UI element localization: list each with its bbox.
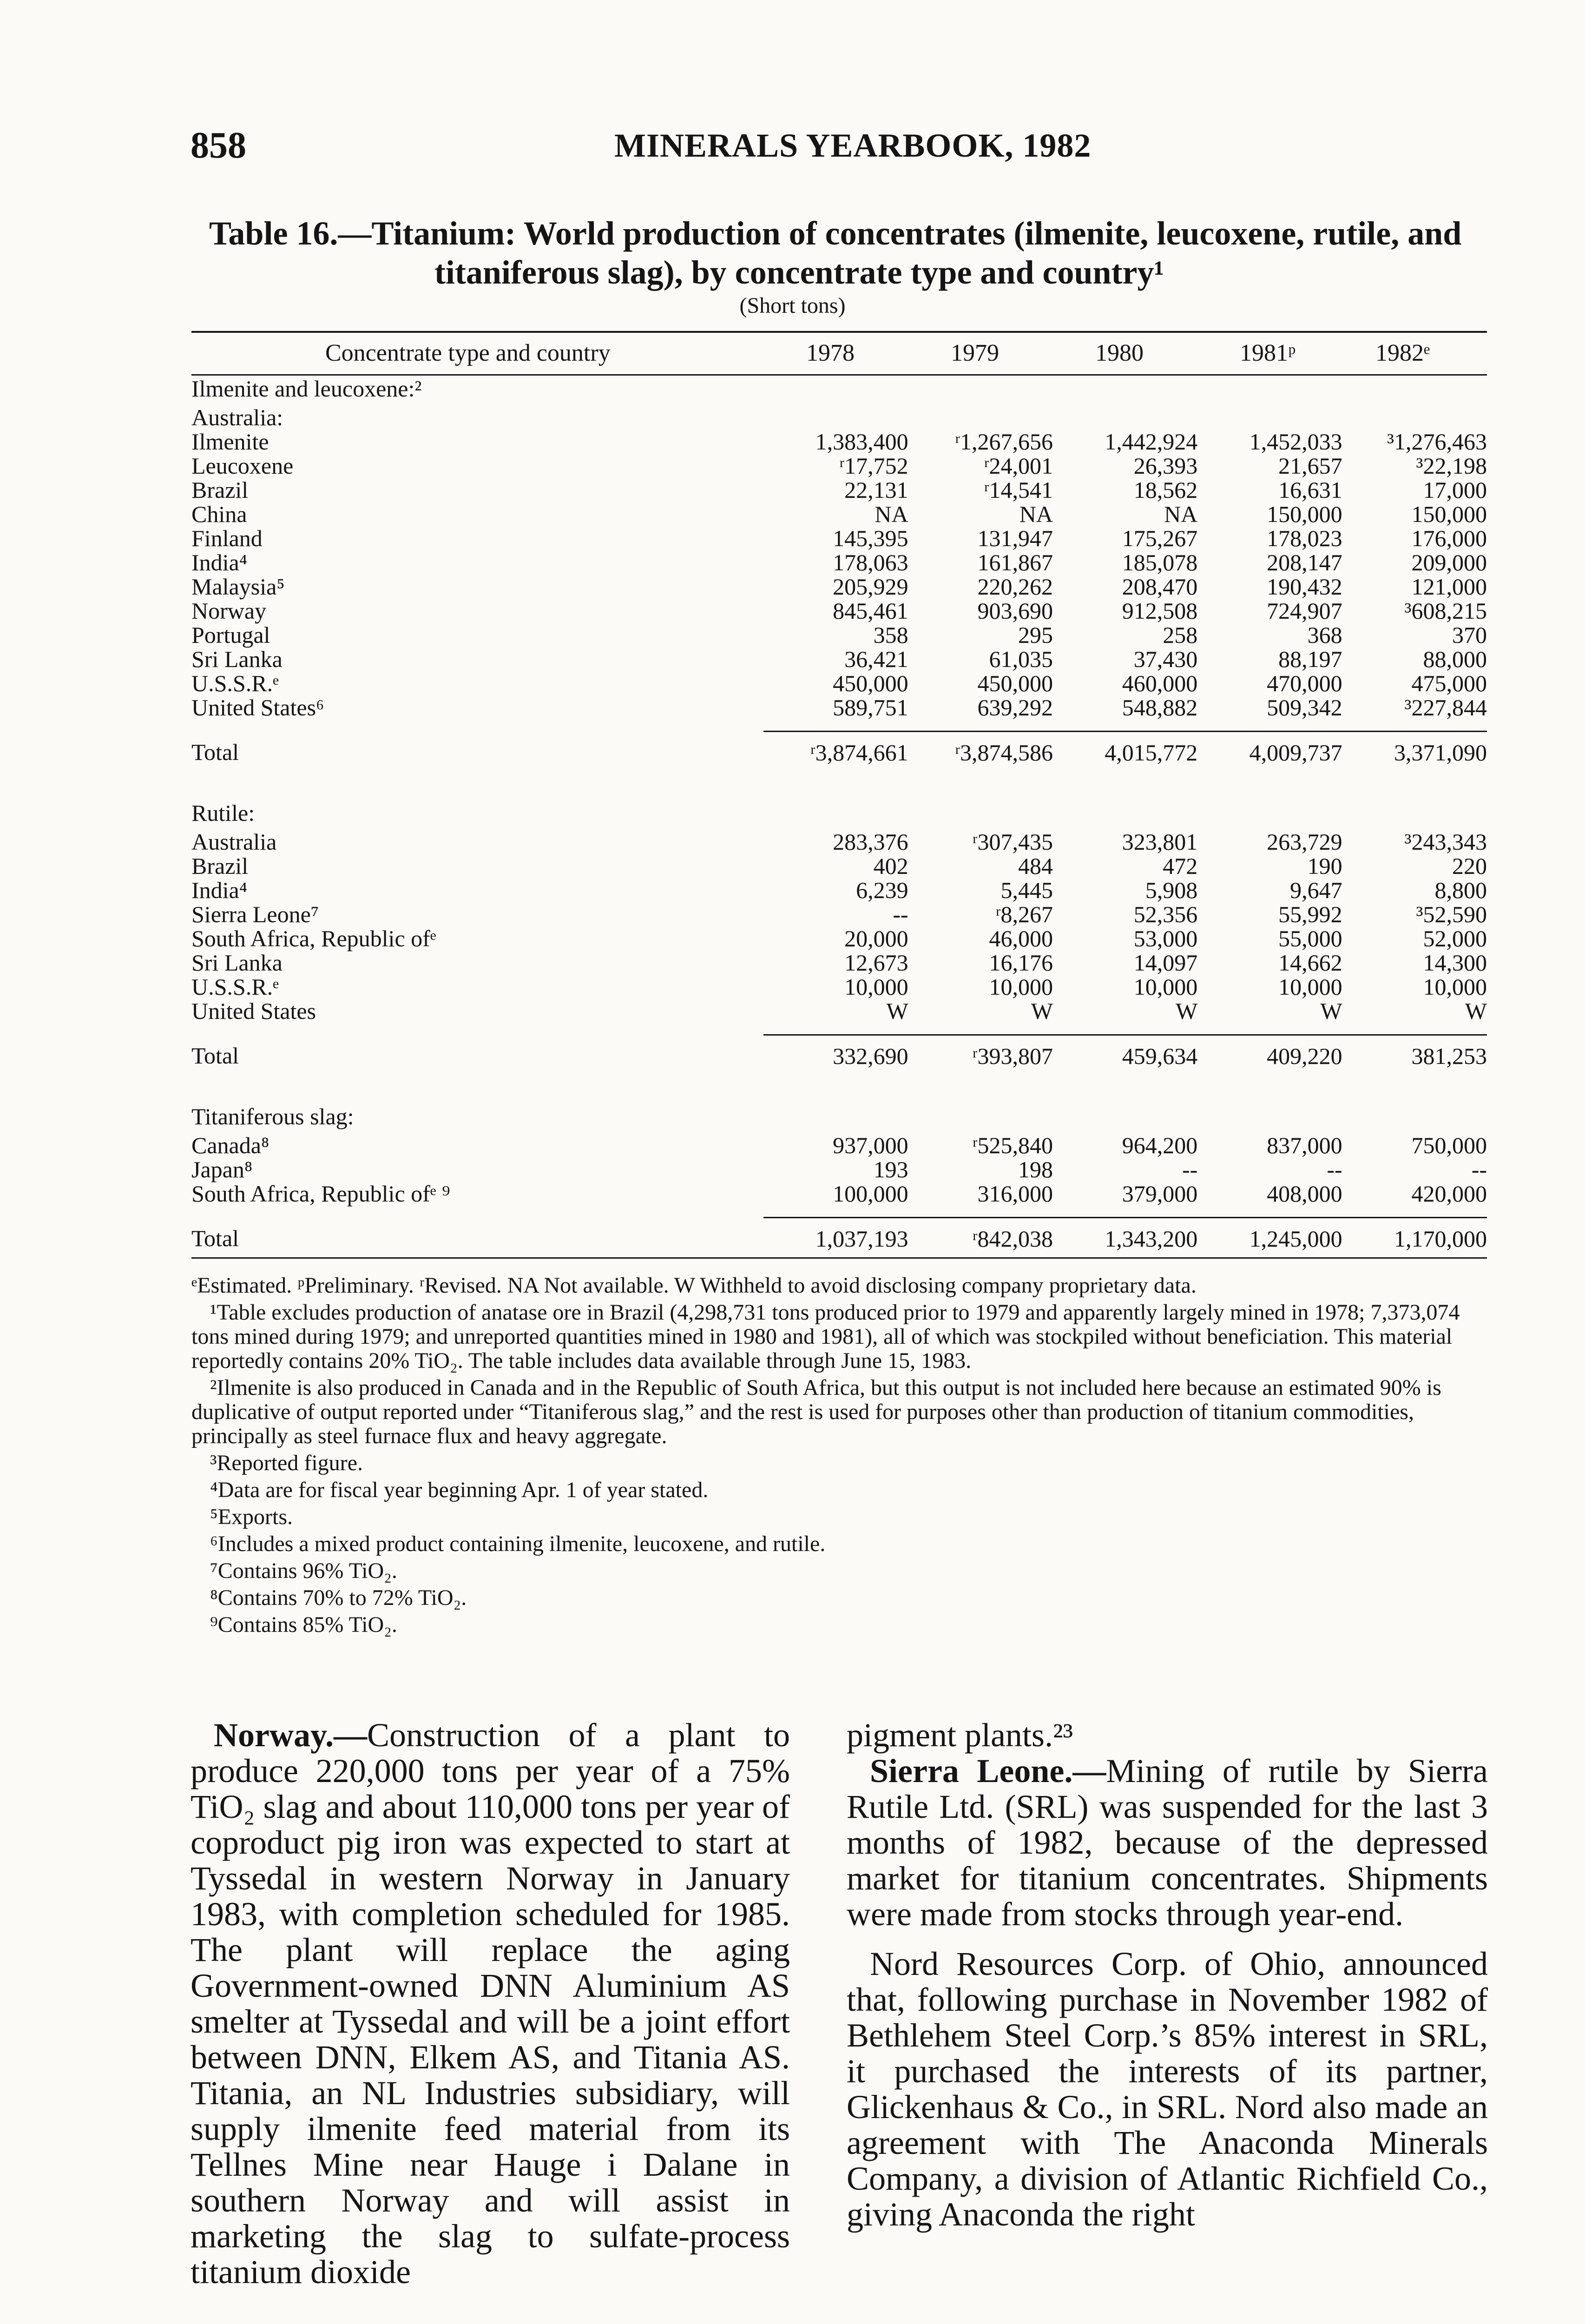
table-row [191,1182,1487,1206]
table-row [191,550,1487,574]
table-row [191,854,1487,878]
row-label: Brazil [191,853,249,879]
cell-1982: 370 [1452,622,1487,648]
total-cell-1982: 1,170,000 [1394,1226,1487,1252]
cell-1982: 176,000 [1411,525,1487,551]
row-label: South Africa, Republic ofᵉ [191,925,436,951]
norway-paragraph: Construction of a plant to produce 220,000 tons per year of a 75% TiO₂ slag and about 110,000 tons per year of coproduct pig iron was expected to start at Tyssedal in western Norway in January 1983, with completion scheduled for 1985. The plant will replace the aging Government-owned DNN Aluminium AS smelter at Tyssedal and will be a joint effort between DNN, Elkem AS, and Titania AS. Titania, an NL Industries subsidiary, will supply ilmenite feed material from its Tellnes Mine near Hauge i Dalane in southern Norway and will assist in marketing the slag to sulfate-process titanium dioxide [191,1717,790,2291]
cell-1982: ³608,215 [1404,598,1487,624]
total-rule-row [191,1206,1487,1218]
total-cell-1980: 459,634 [1122,1043,1198,1069]
cell-1982: 475,000 [1411,670,1487,696]
table-row [191,623,1487,647]
cell-1979: 450,000 [977,670,1053,696]
column-header-1978: 1978 [806,340,855,366]
cell-1980: 175,267 [1122,525,1198,551]
cell-1979: ʳ14,541 [984,477,1053,503]
cell-1979: 46,000 [989,925,1053,951]
footnote: ⁷Contains 96% TiO₂. [210,1558,397,1583]
cell-1981: 408,000 [1267,1181,1342,1207]
cell-1981: 55,992 [1278,901,1342,927]
cell-1980: 208,470 [1122,574,1198,600]
row-label: U.S.S.R.ᵉ [191,670,279,696]
cell-1980: 185,078 [1122,549,1198,575]
table-row [191,951,1487,975]
section-end-rule-row [191,1075,1487,1086]
row-label: Leucoxene [191,453,294,479]
cell-1981: 724,907 [1267,598,1342,624]
cell-1980: 460,000 [1122,670,1198,696]
row-label: Sri Lanka [191,646,283,672]
cell-1979: 316,000 [977,1181,1053,1207]
section-gap [191,782,1487,801]
row-label: India⁴ [191,877,248,903]
section-heading: Rutile: [191,800,255,826]
cell-1981: 190 [1307,853,1342,879]
cell-1981: 21,657 [1278,453,1342,479]
cell-1981: 150,000 [1267,501,1342,527]
cell-1980: 10,000 [1133,974,1198,1000]
cell-1979: 10,000 [989,974,1053,1000]
total-row [191,1035,1487,1075]
row-label: Sierra Leone⁷ [191,901,319,927]
cell-1978: 145,395 [833,525,908,551]
cell-1978: 845,461 [833,598,908,624]
cell-1978: 937,000 [833,1132,908,1158]
cell-1982: ³227,844 [1404,694,1487,720]
cell-1980: 53,000 [1133,925,1198,951]
table-row [191,526,1487,550]
body-column-left [191,1717,790,2290]
cell-1982: 10,000 [1423,974,1487,1000]
table-row [191,454,1487,478]
cell-1979: ʳ24,001 [984,453,1053,479]
table-bottom-rule [191,1257,1487,1259]
cell-1980: 1,442,924 [1105,429,1198,455]
subsection-heading: Australia: [191,404,283,430]
cell-1978: 1,383,400 [815,429,908,455]
section-end-rule-row [191,1257,1487,1268]
table-title-line-2: titaniferous slag), by concentrate type and country¹ [434,254,1164,291]
footnote: ᵉEstimated. ᵖPreliminary. ʳRevised. NA Not available. W Withheld to avoid disclosing company proprietary data. [191,1273,1197,1298]
column-header-label: Concentrate type and country [325,340,611,366]
cell-1981: 208,147 [1267,549,1342,575]
cell-1978: 10,000 [844,974,908,1000]
row-label: China [191,501,247,527]
column-header-1981: 1981ᵖ [1240,340,1296,366]
cell-1982: 88,000 [1423,646,1487,672]
cell-1979: ʳ307,435 [972,829,1053,855]
table-row [191,478,1487,502]
cell-1979: 220,262 [977,574,1053,600]
cell-1978: NA [875,501,908,527]
cell-1981: 837,000 [1267,1132,1342,1158]
cell-1980: W [1176,998,1198,1024]
total-cell-1979: ʳ393,807 [972,1043,1053,1069]
cell-1980: 323,801 [1122,829,1198,855]
cell-1980: 5,908 [1145,877,1198,903]
cell-1980: 37,430 [1133,646,1198,672]
footnote: ⁸Contains 70% to 72% TiO₂. [210,1585,467,1610]
footnotes [191,1274,1488,1640]
cell-1981: 263,729 [1267,829,1342,855]
table-top-rule [191,331,1487,333]
cell-1978: 36,421 [844,646,908,672]
footnote: ²Ilmenite is also produced in Canada and in the Republic of South Africa, but this output is not included here because an estimated 90% is duplicative of output reported under “Titaniferous slag,” and the rest is used for purposes other than production of titanium commodities, principally as steel furnace flux and heavy aggregate. [191,1375,1441,1448]
cell-1981: 10,000 [1278,974,1342,1000]
cell-1978: 450,000 [833,670,908,696]
cell-1979: 61,035 [989,646,1053,672]
table-row [191,695,1487,720]
row-label: Sri Lanka [191,950,283,976]
cell-1980: 379,000 [1122,1181,1198,1207]
total-cell-1981: 4,009,737 [1249,739,1342,766]
row-label: Canada⁸ [191,1132,270,1158]
cell-1981: 88,197 [1278,646,1342,672]
cell-1979: ʳ1,267,656 [955,429,1053,455]
cell-1982: ³243,343 [1404,829,1487,855]
total-cell-1981: 1,245,000 [1249,1226,1342,1252]
cell-1980: 52,356 [1133,901,1198,927]
cell-1982: 209,000 [1411,549,1487,575]
total-label: Total [191,1042,239,1069]
cell-1982: ³22,198 [1416,453,1487,479]
column-header-1979: 1979 [951,340,999,366]
footnote: ³Reported figure. [210,1451,363,1475]
continuation-text: pigment plants.²³ [847,1717,1073,1754]
cell-1979: 5,445 [1000,877,1053,903]
table-row [191,502,1487,526]
cell-1980: -- [1182,1156,1198,1182]
subsection-heading-row [191,405,1487,429]
cell-1978: 6,239 [856,877,908,903]
total-rule-row [191,720,1487,732]
page-number: 858 [191,125,246,166]
total-cell-1982: 381,253 [1411,1043,1487,1069]
section-heading-row [191,801,1487,830]
row-label: Portugal [191,622,270,648]
column-header-1982: 1982ᵉ [1375,340,1430,366]
cell-1978: 589,751 [833,694,908,720]
cell-1981: 1,452,033 [1249,429,1342,455]
table-row [191,1157,1487,1182]
cell-1982: ³1,276,463 [1387,429,1487,455]
cell-1982: 220 [1452,853,1487,879]
total-row [191,732,1487,772]
cell-1979: 903,690 [977,598,1053,624]
total-cell-1980: 4,015,772 [1105,739,1198,766]
column-header-1980: 1980 [1095,340,1144,366]
cell-1979: NA [1019,501,1053,527]
table-row [191,599,1487,623]
sierra-leone-heading: Sierra Leone.— [870,1752,1106,1789]
cell-1981: -- [1327,1156,1342,1182]
cell-1982: 420,000 [1411,1181,1487,1207]
table-row [191,902,1487,926]
footnote: ⁶Includes a mixed product containing ilmenite, leucoxene, and rutile. [210,1532,826,1556]
cell-1982: 750,000 [1411,1132,1487,1158]
cell-1978: 205,929 [833,574,908,600]
norway-heading: Norway.— [214,1717,367,1754]
cell-1978: W [886,998,908,1024]
cell-1982: 150,000 [1411,501,1487,527]
cell-1980: 912,508 [1122,598,1198,624]
row-label: Brazil [191,477,249,503]
cell-1980: NA [1164,501,1198,527]
cell-1979: 161,867 [977,549,1053,575]
section-heading-row [191,1104,1487,1133]
cell-1981: 190,432 [1267,574,1342,600]
cell-1978: 178,063 [833,549,908,575]
sierra-leone-paragraph: Mining of rutile by Sierra Rutile Ltd. (SRL) was suspended for the last 3 months of 1982, because of the depressed market for titanium concentrates. Shipments were made from stocks through year-end. [847,1752,1488,1933]
cell-1979: 295 [1018,622,1053,648]
total-label: Total [191,739,239,765]
total-cell-1982: 3,371,090 [1394,739,1487,766]
cell-1982: 14,300 [1423,950,1487,976]
total-row [191,1218,1487,1258]
table-row [191,647,1487,671]
row-label: United States⁶ [191,694,324,720]
cell-1981: 509,342 [1267,694,1342,720]
cell-1979: 198 [1018,1156,1053,1182]
cell-1980: 472 [1163,853,1198,879]
cell-1981: 14,662 [1278,950,1342,976]
cell-1981: 178,023 [1267,525,1342,551]
row-label: South Africa, Republic ofᵉ ⁹ [191,1181,450,1207]
table-row [191,975,1487,999]
cell-1978: 283,376 [833,829,908,855]
cell-1980: 964,200 [1122,1132,1198,1158]
total-cell-1978: 332,690 [833,1043,908,1069]
production-table [191,376,1487,1268]
cell-1980: 18,562 [1133,477,1198,503]
cell-1978: 100,000 [833,1181,908,1207]
cell-1978: 402 [873,853,908,879]
cell-1980: 258 [1163,622,1198,648]
cell-1981: 470,000 [1267,670,1342,696]
cell-1981: 16,631 [1278,477,1342,503]
footnote: ¹Table excludes production of anatase ore in Brazil (4,298,731 tons produced prior to 1979 and apparently largely mined in 1978; 7,373,074 tons mined during 1979; and unreported quantities mined in 1980 and 1981), all of which was stockpiled without beneficiation. This material reportedly contains 20% TiO₂. The table includes data available through June 15, 1983. [191,1300,1460,1373]
row-label: Japan⁸ [191,1156,253,1182]
total-label: Total [191,1225,239,1251]
section-heading: Ilmenite and leucoxene:² [191,376,422,402]
cell-1979: 639,292 [977,694,1053,720]
cell-1981: 9,647 [1290,877,1342,903]
cell-1978: 193 [873,1156,908,1182]
cell-1978: -- [893,901,908,927]
cell-1982: -- [1471,1156,1487,1182]
cell-1980: 14,097 [1133,950,1198,976]
total-cell-1980: 1,343,200 [1105,1226,1198,1252]
table-row [191,830,1487,854]
cell-1979: ʳ8,267 [995,901,1053,927]
cell-1982: W [1465,998,1487,1024]
cell-1980: 26,393 [1133,453,1198,479]
table-row [191,878,1487,902]
section-heading: Titaniferous slag: [191,1103,354,1129]
cell-1979: 16,176 [989,950,1053,976]
row-label: Ilmenite [191,429,269,455]
footnote: ⁹Contains 85% TiO₂. [210,1612,397,1637]
table-row [191,1133,1487,1157]
cell-1982: 52,000 [1423,925,1487,951]
cell-1978: 12,673 [844,950,908,976]
section-heading-row [191,376,1487,405]
footnote: ⁴Data are for fiscal year beginning Apr. 1 of year stated. [210,1478,709,1502]
cell-1978: 20,000 [844,925,908,951]
section-gap [191,1086,1487,1104]
cell-1979: 484 [1018,853,1053,879]
total-rule-row [191,1023,1487,1035]
table-row [191,429,1487,454]
total-cell-1979: ʳ842,038 [972,1226,1053,1252]
cell-1982: 121,000 [1411,574,1487,600]
running-title: MINERALS YEARBOOK, 1982 [614,127,1092,164]
cell-1981: W [1320,998,1342,1024]
row-label: India⁴ [191,549,248,575]
cell-1979: 131,947 [977,525,1053,551]
table-units: (Short tons) [739,293,846,318]
cell-1978: 22,131 [844,477,908,503]
table-title-line-1: Table 16.—Titanium: World production of concentrates (ilmenite, leucoxene, rutile, and [209,215,1462,252]
table-row [191,671,1487,695]
cell-1981: 368 [1307,622,1342,648]
footnote: ⁵Exports. [210,1505,293,1529]
row-label: Malaysia⁵ [191,574,285,600]
table-row [191,926,1487,951]
cell-1981: 55,000 [1278,925,1342,951]
total-cell-1979: ʳ3,874,586 [955,739,1053,766]
nord-resources-paragraph: Nord Resources Corp. of Ohio, announced that, following purchase in November 1982 of Bethlehem Steel Corp.’s 85% interest in SRL, it purchased the interests of its partner, Glickenhaus & Co., in SRL. Nord also made an agreement with The Anaconda Minerals Company, a division of Atlantic Richfield Co., giving Anaconda the right [847,1945,1488,2233]
section-end-rule-row [191,771,1487,782]
cell-1978: 358 [873,622,908,648]
row-label: United States [191,998,316,1024]
table-title [209,214,1506,292]
cell-1982: ³52,590 [1416,901,1487,927]
cell-1979: ʳ525,840 [972,1132,1053,1158]
total-cell-1981: 409,220 [1267,1043,1342,1069]
cell-1982: 8,800 [1434,877,1487,903]
cell-1982: 17,000 [1423,477,1487,503]
cell-1980: 548,882 [1122,694,1198,720]
row-label: Australia [191,829,277,855]
total-cell-1978: ʳ3,874,661 [810,739,908,766]
row-label: Norway [191,598,267,624]
table-row [191,574,1487,599]
row-label: Finland [191,525,263,551]
total-cell-1978: 1,037,193 [815,1226,908,1252]
table-row [191,999,1487,1023]
row-label: U.S.S.R.ᵉ [191,974,279,1000]
cell-1979: W [1031,998,1053,1024]
body-column-right [847,1717,1488,2232]
cell-1978: ʳ17,752 [839,453,908,479]
